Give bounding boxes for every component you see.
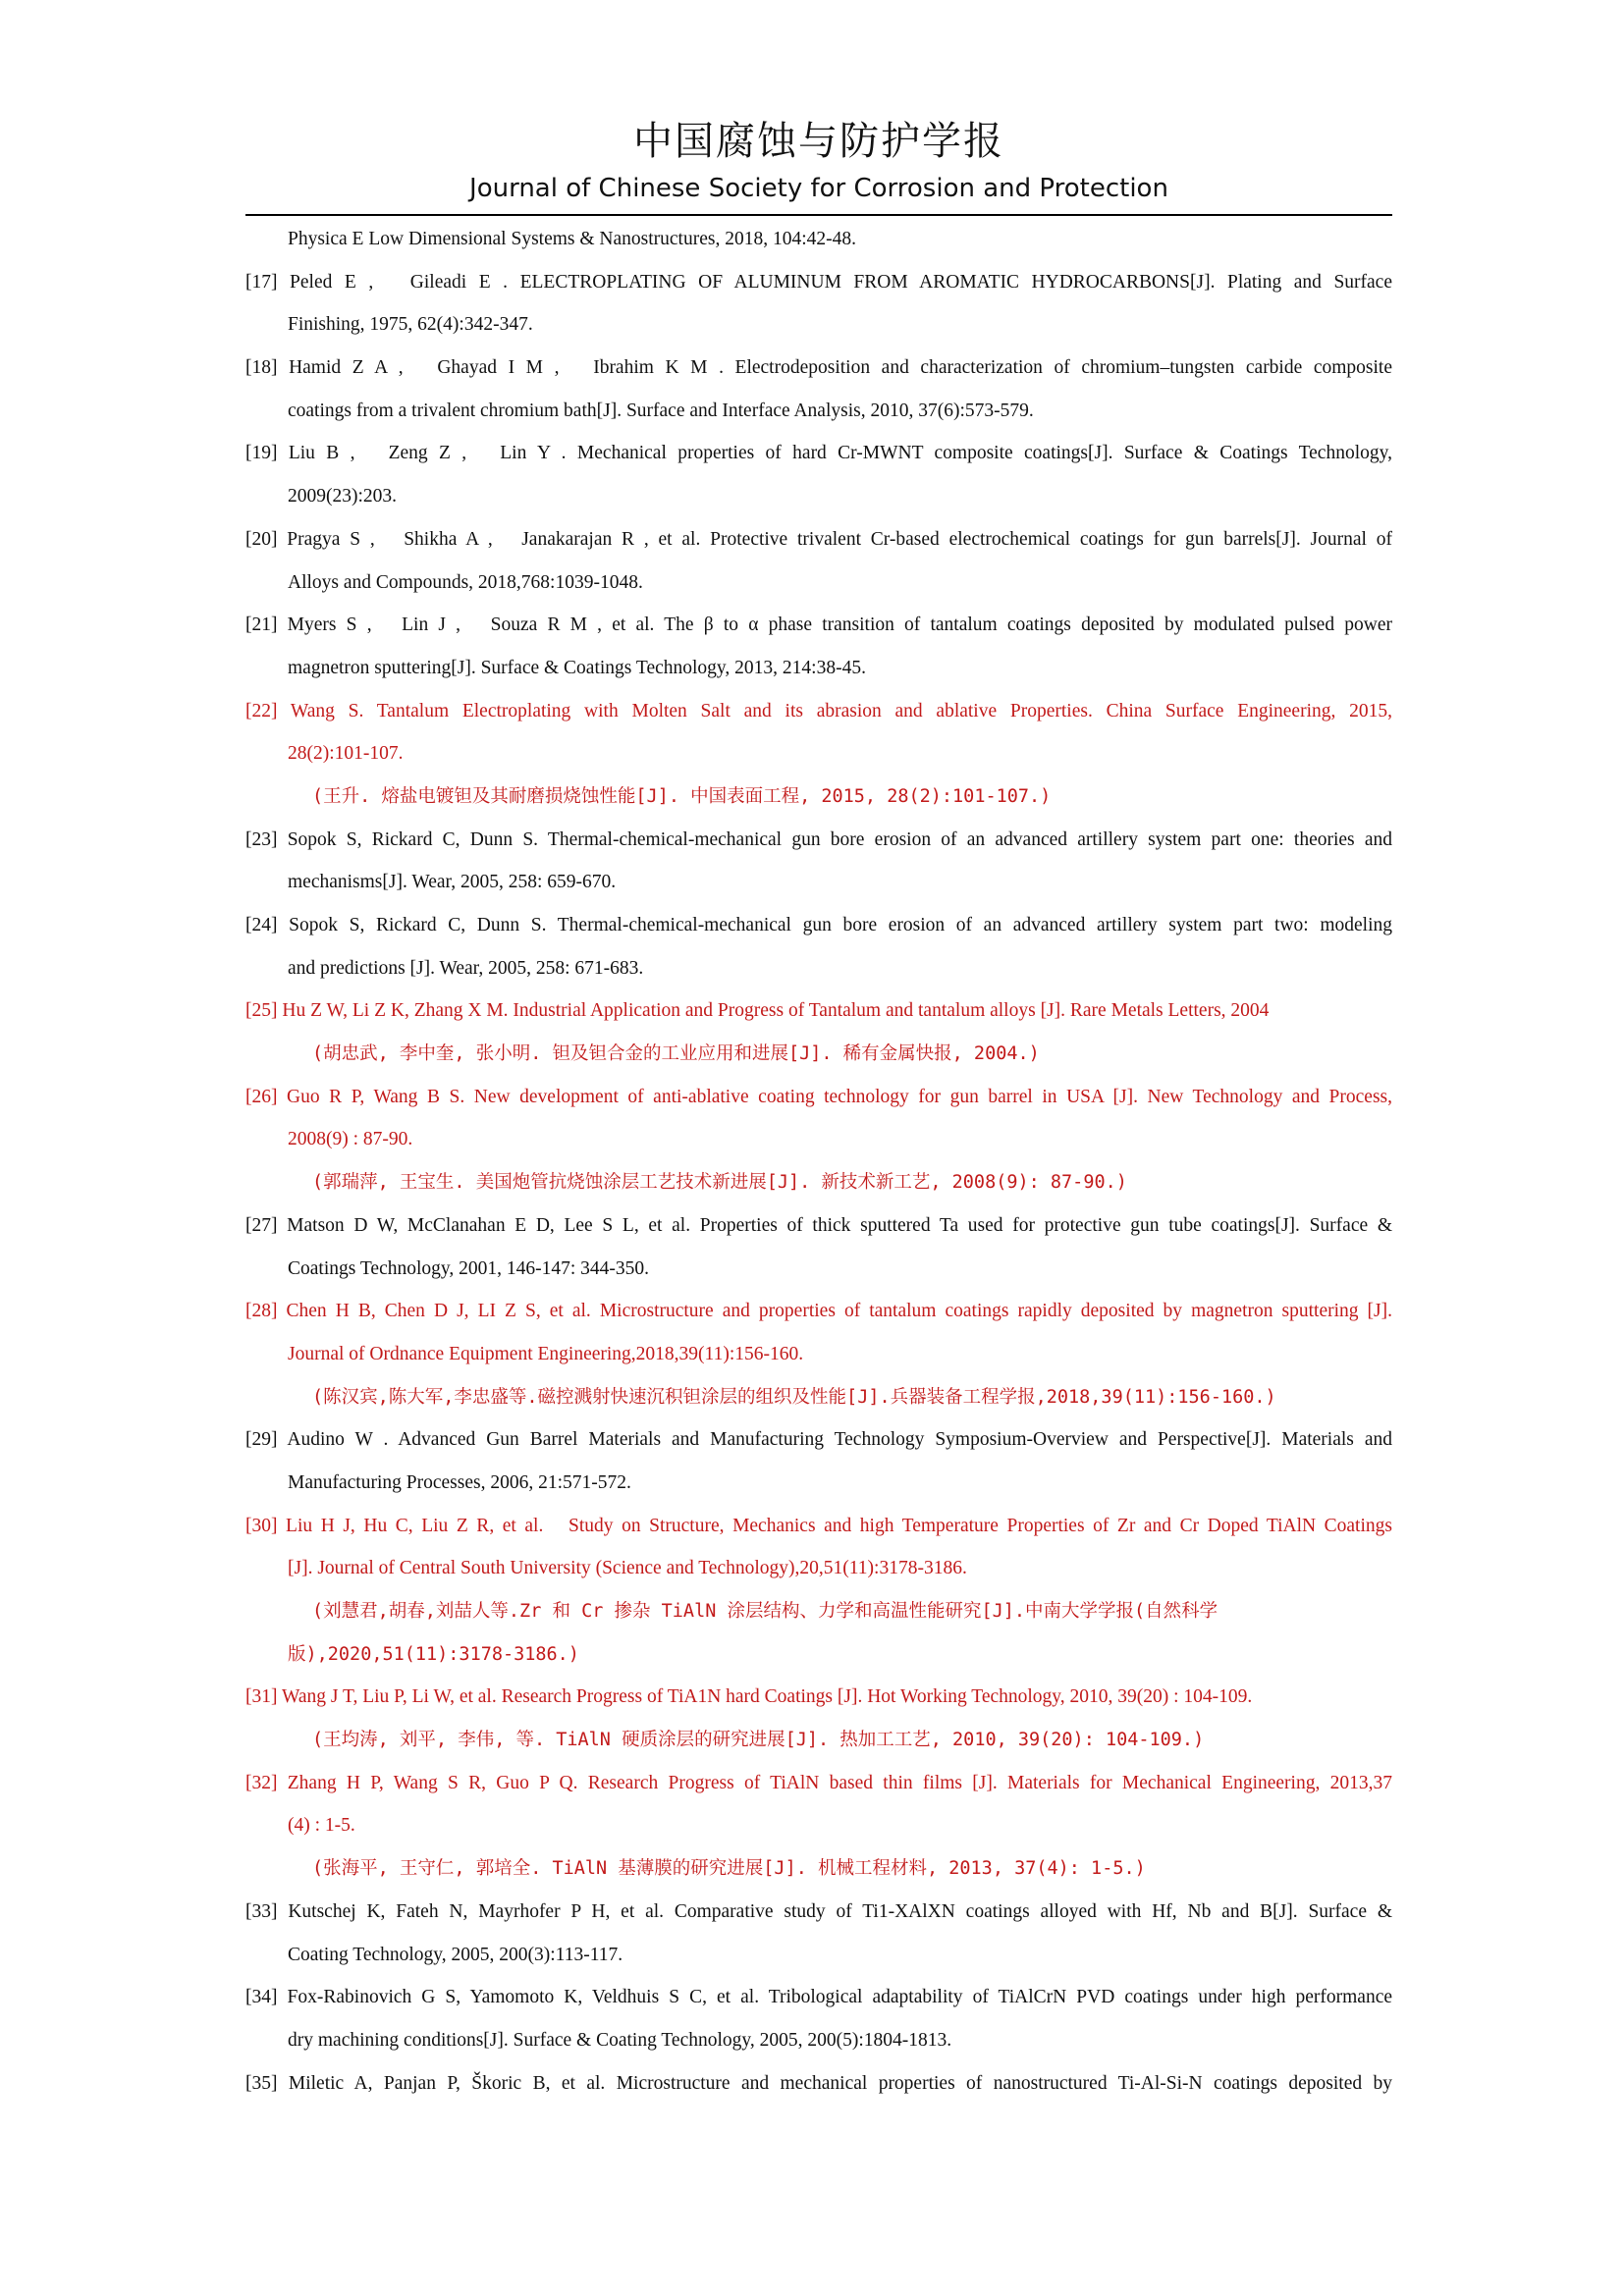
reference-continuation-line: [J]. Journal of Central South University (Science and Technology),20,51(11):3178-3186. [288, 1558, 967, 1579]
reference-entry-line: [17] Peled E , Gileadi E . ELECTROPLATING OF ALUMINUM FROM AROMATIC HYDROCARBONS[J]. Plating and Surface [245, 271, 1392, 293]
reference-translation-line: 版),2020,51(11):3178-3186.) [288, 1643, 579, 1665]
reference-entry-line: [32] Zhang H P, Wang S R, Guo P Q. Research Progress of TiAlN based thin films [J]. Materials for Mechanical Engineering, 2013,37 [245, 1772, 1392, 1793]
reference-entry-line: [22] Wang S. Tantalum Electroplating with Molten Salt and its abrasion and ablative Properties. China Surface Engineering, 2015, [245, 700, 1392, 721]
reference-translation-line: (王均涛, 刘平, 李伟, 等. TiAlN 硬质涂层的研究进展[J]. 热加工工艺, 2010, 39(20): 104-109.) [312, 1730, 1205, 1751]
reference-translation-line: (郭瑞萍, 王宝生. 美国炮管抗烧蚀涂层工艺技术新进展[J]. 新技术新工艺, 2008(9): 87-90.) [312, 1172, 1127, 1194]
reference-translation-line: (张海平, 王守仁, 郭培全. TiAlN 基薄膜的研究进展[J]. 机械工程材料, 2013, 37(4): 1-5.) [312, 1858, 1146, 1880]
reference-translation-line: (胡忠武, 李中奎, 张小明. 钽及钽合金的工业应用和进展[J]. 稀有金属快报, 2004.) [312, 1043, 1040, 1065]
reference-entry-line: [19] Liu B , Zeng Z , Lin Y . Mechanical properties of hard Cr-MWNT composite coatings[J]. Surface & Coatings Technology, [245, 443, 1392, 464]
reference-entry-line: [34] Fox-Rabinovich G S, Yamomoto K, Veldhuis S C, et al. Tribological adaptability of TiAlCrN PVD coatings under high performance [245, 1987, 1392, 2008]
reference-list [245, 218, 1392, 2105]
reference-entry-line: [35] Miletic A, Panjan P, Škoric B, et al. Microstructure and mechanical properties of nanostructured Ti-Al-Si-N coatings deposited by [245, 2072, 1392, 2094]
reference-continuation-line: 2008(9) : 87-90. [288, 1129, 413, 1150]
reference-entry-line: [29] Audino W . Advanced Gun Barrel Materials and Manufacturing Technology Symposium-Overview and Perspective[J]. Materials and [245, 1429, 1392, 1451]
header-rule [245, 214, 1392, 216]
reference-continuation-line: Alloys and Compounds, 2018,768:1039-1048. [288, 571, 643, 593]
reference-entry-line: [21] Myers S , Lin J , Souza R M , et al. The β to α phase transition of tantalum coatings deposited by modulated pulsed power [245, 614, 1392, 636]
reference-entry-line: [20] Pragya S , Shikha A , Janakarajan R , et al. Protective trivalent Cr-based electrochemical coatings for gun barrels[J]. Journal of [245, 528, 1392, 550]
reference-continuation-line: and predictions [J]. Wear, 2005, 258: 671-683. [288, 957, 644, 979]
reference-entry-line: [31] Wang J T, Liu P, Li W, et al. Research Progress of TiA1N hard Coatings [J]. Hot Working Technology, 2010, 39(20) : 104-109. [245, 1686, 1253, 1708]
reference-continuation-line: Journal of Ordnance Equipment Engineering,2018,39(11):156-160. [288, 1343, 804, 1364]
reference-continuation-line: magnetron sputtering[J]. Surface & Coatings Technology, 2013, 214:38-45. [288, 657, 866, 678]
reference-translation-line: (刘慧君,胡春,刘喆人等.Zr 和 Cr 掺杂 TiAlN 涂层结构、力学和高温性能研究[J].中南大学学报(自然科学 [312, 1601, 1218, 1622]
reference-entry-line: [18] Hamid Z A , Ghayad I M , Ibrahim K M . Electrodeposition and characterization of chromium–tungsten carbide composite [245, 357, 1392, 379]
reference-entry-line: [28] Chen H B, Chen D J, LI Z S, et al. Microstructure and properties of tantalum coatings rapidly deposited by magnetron sputtering [J]. [245, 1301, 1392, 1322]
reference-entry-line: [33] Kutschej K, Fateh N, Mayrhofer P H, et al. Comparative study of Ti1-XAlXN coatings alloyed with Hf, Nb and B[J]. Surface & [245, 1900, 1392, 1922]
reference-continuation-line: dry machining conditions[J]. Surface & Coating Technology, 2005, 200(5):1804-1813. [288, 2029, 952, 2051]
journal-title-cn: 中国腐蚀与防护学报 [633, 119, 1004, 164]
reference-entry-line: [25] Hu Z W, Li Z K, Zhang X M. Industrial Application and Progress of Tantalum and tantalum alloys [J]. Rare Metals Letters, 2004 [245, 1000, 1270, 1022]
reference-continuation-line: coatings from a trivalent chromium bath[J]. Surface and Interface Analysis, 2010, 37(6):573-579. [288, 400, 1034, 421]
reference-entry-line: [27] Matson D W, McClanahan E D, Lee S L, et al. Properties of thick sputtered Ta used for protective gun tube coatings[J]. Surface & [245, 1214, 1392, 1236]
reference-continuation-line: Finishing, 1975, 62(4):342-347. [288, 314, 533, 336]
reference-entry-line: [30] Liu H J, Hu C, Liu Z R, et al. Study on Structure, Mechanics and high Temperature Properties of Zr and Cr Doped TiAlN Coatings [245, 1515, 1392, 1536]
reference-continuation-line: Coatings Technology, 2001, 146-147: 344-350. [288, 1257, 650, 1279]
reference-continuation-line: Coating Technology, 2005, 200(3):113-117. [288, 1944, 623, 1965]
reference-continuation-line: 2009(23):203. [288, 486, 398, 507]
reference-continuation-line: mechanisms[J]. Wear, 2005, 258: 659-670. [288, 872, 617, 893]
reference-translation-line: (陈汉宾,陈大军,李忠盛等.磁控溅射快速沉积钽涂层的组织及性能[J].兵器装备工程学报,2018,39(11):156-160.) [312, 1386, 1276, 1408]
journal-title-en: Journal of Chinese Society for Corrosion and Protection [469, 174, 1168, 203]
reference-entry-line: [23] Sopok S, Rickard C, Dunn S. Thermal-chemical-mechanical gun bore erosion of an advanced artillery system part one: theories and [245, 828, 1392, 850]
reference-continuation-line: (4) : 1-5. [288, 1815, 355, 1837]
reference-continuation-line: Manufacturing Processes, 2006, 21:571-572. [288, 1471, 631, 1493]
reference-continuation-line: 28(2):101-107. [288, 743, 404, 765]
reference-translation-line: (王升. 熔盐电镀钽及其耐磨损烧蚀性能[J]. 中国表面工程, 2015, 28(2):101-107.) [312, 785, 1052, 807]
reference-entry-line: [24] Sopok S, Rickard C, Dunn S. Thermal-chemical-mechanical gun bore erosion of an advanced artillery system part two: modeling [245, 915, 1392, 935]
journal-header [245, 116, 1392, 204]
reference-entry-line: [26] Guo R P, Wang B S. New development of anti-ablative coating technology for gun barrel in USA [J]. New Technology and Process, [245, 1086, 1392, 1107]
reference-continuation-line: Physica E Low Dimensional Systems & Nanostructures, 2018, 104:42-48. [288, 229, 856, 249]
